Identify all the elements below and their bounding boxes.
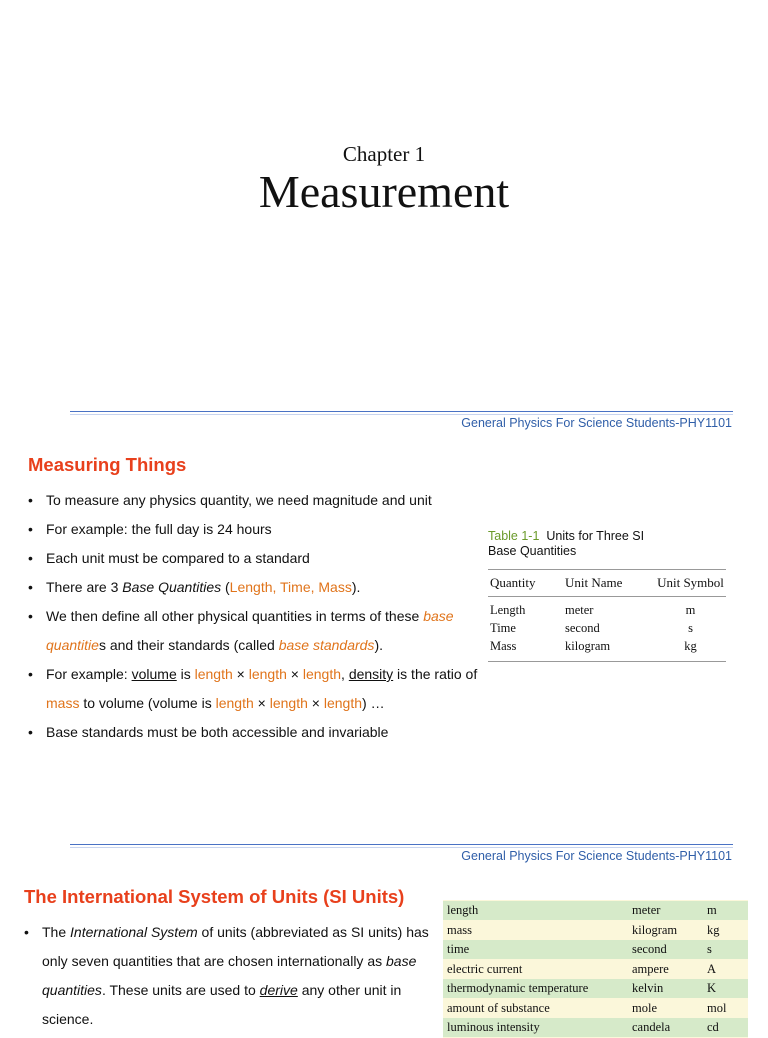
bullet-item: • There are 3 Base Quantities (Length, Time, Mass).: [28, 573, 490, 602]
units-table: [488, 529, 726, 662]
table-row: luminous intensity candela cd: [443, 1018, 748, 1037]
table-row: Length meter m: [490, 603, 696, 617]
table-row: mass kilogram kg: [447, 922, 720, 937]
bullet-item: • For example: volume is length × length × length, density is the ratio of mass to volume (volume is length × length × length) …: [28, 660, 490, 718]
chapter-title: Measurement: [258, 166, 510, 217]
slide-heading: Measuring Things: [28, 454, 187, 475]
table-caption: Table 1-1 Units for Three SI Base Quantities: [488, 529, 645, 558]
bullet-item: • We then define all other physical quantities in terms of these base quantities and their standards (called base standards).: [28, 602, 490, 660]
table-row: thermodynamic temperature kelvin K: [443, 979, 748, 998]
chapter-label: Chapter 1: [342, 142, 426, 166]
table-header: Quantity Unit Name Unit Symbol: [488, 569, 726, 597]
header-rule: [70, 411, 733, 412]
table-row: electric current ampere A: [447, 961, 717, 976]
header-rule: [70, 844, 733, 845]
bullet-item: • Base standards must be both accessible and invariable: [28, 718, 490, 747]
table-row: amount of substance mole mol: [447, 1000, 727, 1015]
bullet-item: • Each unit must be compared to a standard: [28, 544, 490, 573]
slide-heading: The International System of Units (SI Units): [24, 886, 405, 907]
course-title: General Physics For Science Students-PHY1101: [461, 849, 732, 863]
bullet-list: [24, 918, 436, 1034]
table-row: length meter m: [443, 901, 748, 920]
bullet-item: • The International System of units (abbreviated as SI units) has only seven quantities that are chosen internationally as base quantities. These units are used to derive any other unit in science.: [24, 918, 436, 1034]
si-units-table: [443, 900, 748, 1038]
bullet-item: • For example: the full day is 24 hours: [28, 515, 490, 544]
table-row: Mass kilogram kg: [490, 639, 697, 653]
table-row: Time second s: [490, 621, 693, 635]
bullet-list: [28, 486, 490, 747]
course-title: General Physics For Science Students-PHY1101: [461, 416, 732, 430]
bullet-item: • To measure any physics quantity, we need magnitude and unit: [28, 486, 490, 515]
table-row: time second s: [443, 940, 748, 959]
